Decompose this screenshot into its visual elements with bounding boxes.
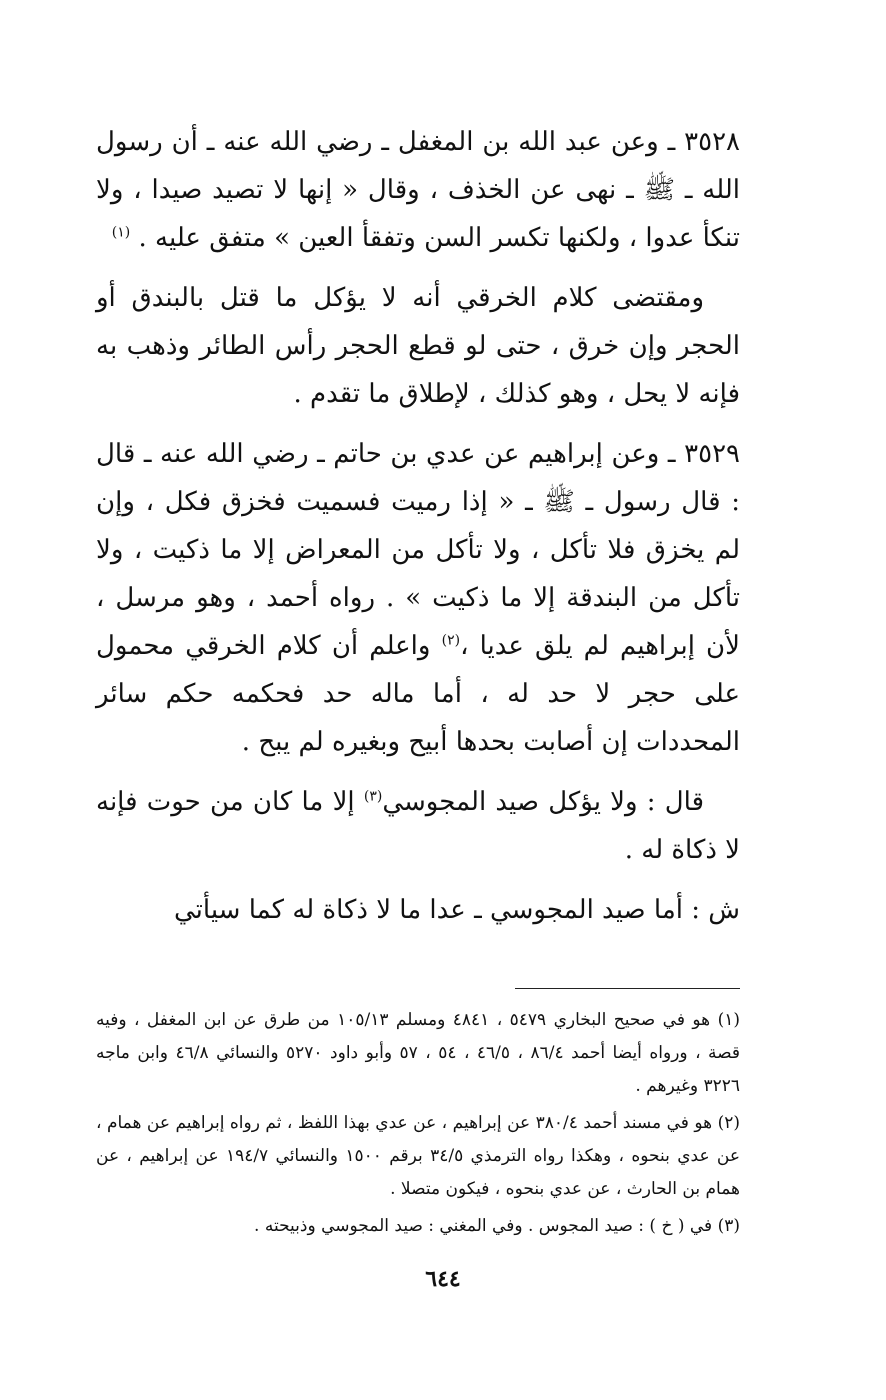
footnote-2: (٢) هو في مسند أحمد ٣٨٠/٤ عن إبراهيم ، عن عدي بهذا اللفظ ، ثم رواه إبراهيم عن همام ، عن عدي بنحوه ، وهكذا رواه الترمذي ٣٤/٥ برقم ١٥٠٠ والنسائي ١٩٤/٧ عن إبراهيم ، عن همام بن الحارث ، عن عدي بنحوه ، فيكون متصلا . — [96, 1113, 741, 1199]
hadith-text-continued: واعلم أن كلام الخرقي محمول على حجر لا حد له ، أما ماله حد فحكمه حكم سائر المحددات إن أصابت بحدها أبيح وبغيره لم يبح . — [96, 631, 740, 757]
footnote-divider — [515, 988, 740, 989]
hadith-3528 — [96, 118, 740, 262]
footnote-3: (٣) في ( خ ) : صيد المجوس . وفي المغني : صيد المجوسي وذبيحته . — [254, 1216, 740, 1236]
commentary-text: ومقتضى كلام الخرقي أنه لا يؤكل ما قتل بالبندق أو الحجر وإن خرق ، حتى لو قطع الحجر رأس الطائر وذهب به فإنه لا يحل ، وهو كذلك ، لإطلاق ما تقدم . — [96, 283, 740, 409]
matn-text-continued: إلا ما كان من حوت فإنه لا ذكاة له . — [96, 787, 740, 865]
matn-paragraph — [96, 778, 740, 874]
page-number: ٦٤٤ — [425, 1266, 461, 1292]
footnote-ref: (٢) — [441, 632, 461, 649]
hadith-3529 — [96, 430, 740, 766]
footnote-ref: (٣) — [363, 788, 383, 805]
sharh-paragraph — [96, 886, 740, 934]
footnote-ref: (١) — [111, 224, 131, 241]
main-text — [96, 118, 740, 946]
commentary-paragraph — [96, 274, 740, 418]
footnote-1: (١) هو في صحيح البخاري ٥٤٧٩ ، ٤٨٤١ ومسلم ١٠٥/١٣ من طرق عن ابن المغفل ، وفيه قصة ، ورواه أيضا أحمد ٨٦/٤ ، ٤٦/٥ ، ٥٤ ، ٥٧ وأبو داود ٥٢٧٠ والنسائي ٤٦/٨ وابن ماجه ٣٢٢٦ وغيرهم . — [96, 1010, 741, 1096]
hadith-text: ـ وعن إبراهيم عن عدي بن حاتم ـ رضي الله عنه ـ قال : قال رسول ـ ﷺ ـ « إذا رميت فسميت فخزق فكل ، وإن لم يخزق فلا تأكل ، ولا تأكل من المعراض إلا ما ذكيت ، ولا تأكل من البندقة إلا ما ذكيت » . رواه أحمد ، وهو مرسل ، لأن إبراهيم لم يلق عديا ، — [96, 439, 740, 661]
matn-text: قال : ولا يؤكل صيد المجوسي — [382, 787, 705, 817]
hadith-number: ٣٥٢٩ — [684, 439, 740, 469]
hadith-text: ـ وعن عبد الله بن المغفل ـ رضي الله عنه ـ أن رسول الله ـ ﷺ ـ نهى عن الخذف ، وقال « إنها لا تصيد صيدا ، ولا تنكأ عدوا ، ولكنها تكسر السن وتفقأ العين » متفق عليه . — [96, 127, 740, 253]
footnotes — [96, 1004, 740, 1247]
sharh-text: ش : أما صيد المجوسي ـ عدا ما لا ذكاة له كما سيأتي — [174, 895, 740, 925]
hadith-number: ٣٥٢٨ — [684, 127, 740, 157]
